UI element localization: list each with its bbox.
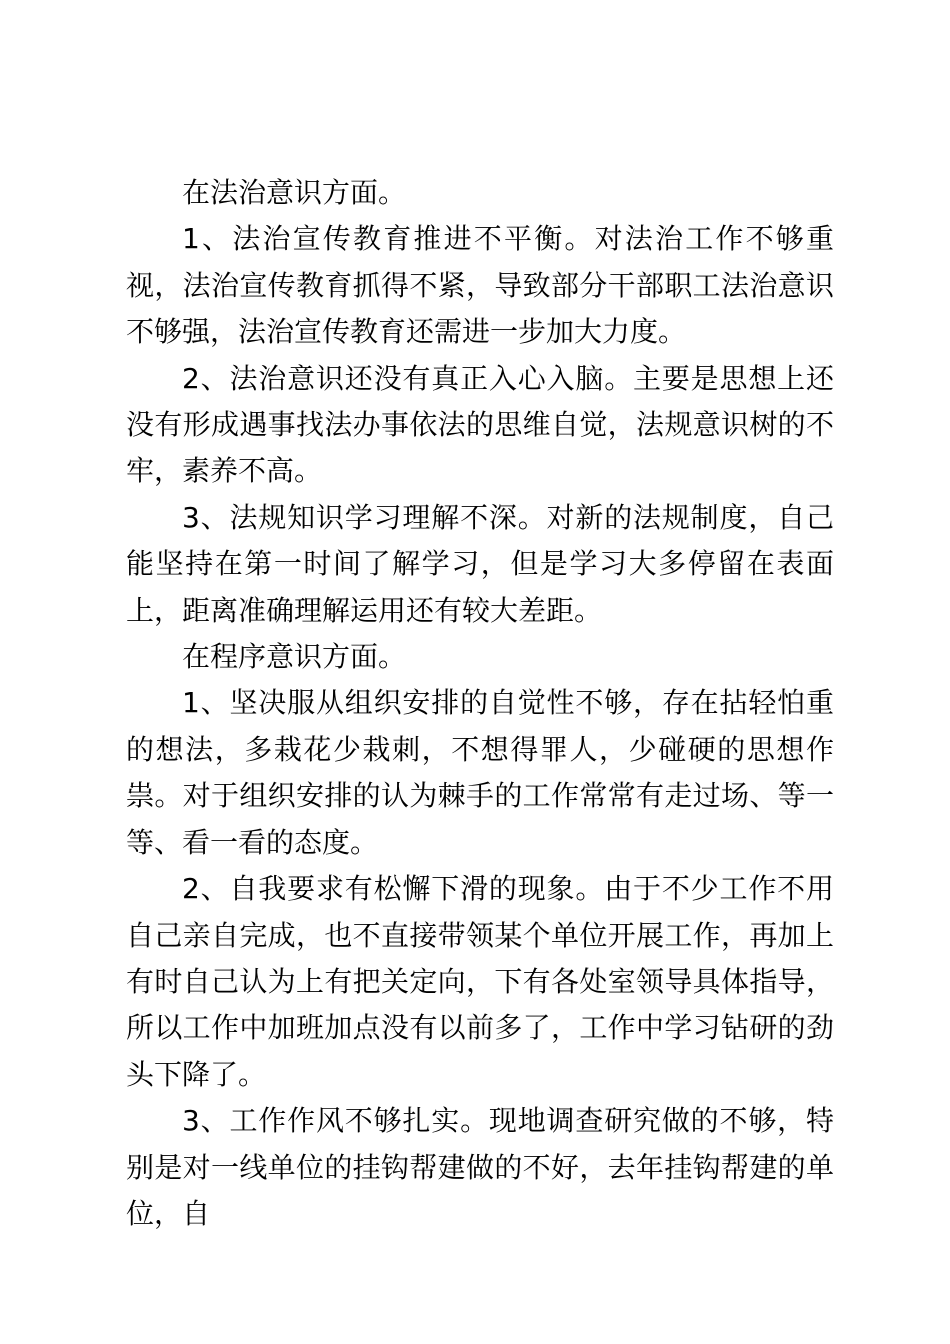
paragraph-legal-item-1: 1、法治宣传教育推进不平衡。对法治工作不够重视，法治宣传教育抓得不紧，导致部分干部职工法治意识不够强，法治宣传教育还需进一步加大力度。 xyxy=(126,222,834,349)
paragraph-procedure-item-2: 2、自我要求有松懈下滑的现象。由于不少工作不用自己亲自完成，也不直接带领某个单位开展工作，再加上有时自己认为上有把关定向，下有各处室领导具体指导，所以工作中加班加点没有以前多了，工作中学习钻研的劲头下降了。 xyxy=(126,872,834,1091)
paragraph-legal-item-2: 2、法治意识还没有真正入心入脑。主要是思想上还没有形成遇事找法办事依法的思维自觉，法规意识树的不牢，素养不高。 xyxy=(126,361,834,488)
paragraph-legal-item-3: 3、法规知识学习理解不深。对新的法规制度，自己能坚持在第一时间了解学习，但是学习大多停留在表面上，距离准确理解运用还有较大差距。 xyxy=(126,500,834,627)
document-body xyxy=(126,170,834,1237)
paragraph-procedure-item-3: 3、工作作风不够扎实。现地调查研究做的不够，特别是对一线单位的挂钩帮建做的不好，去年挂钩帮建的单位，自 xyxy=(126,1104,834,1230)
section-heading-procedure-awareness: 在程序意识方面。 xyxy=(182,640,407,674)
section-heading-legal-awareness: 在法治意识方面。 xyxy=(182,176,407,209)
paragraph-procedure-item-1: 1、坚决服从组织安排的自觉性不够，存在拈轻怕重的想法，多栽花少栽刺，不想得罪人，少碰硬的思想作祟。对于组织安排的认为棘手的工作常常有走过场、等一等、看一看的态度。 xyxy=(126,686,834,859)
